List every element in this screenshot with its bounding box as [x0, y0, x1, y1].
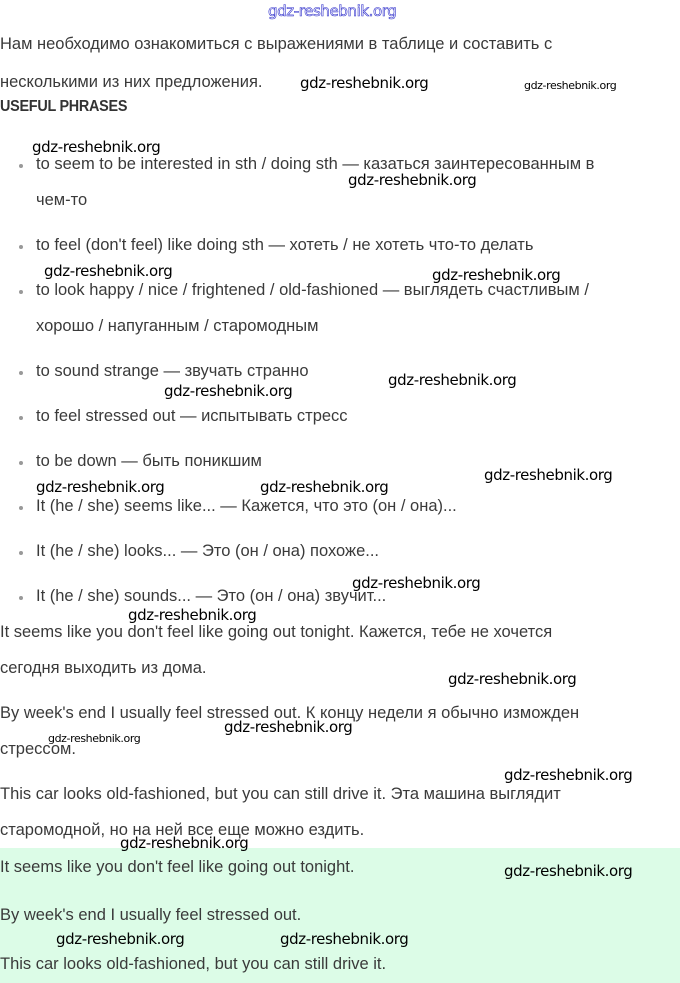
watermark: gdz-reshebnik.org — [352, 574, 481, 592]
answer-2: By week's end I usually feel stressed out. — [0, 906, 302, 924]
bullet-icon — [19, 416, 23, 420]
watermark: gdz-reshebnik.org — [164, 382, 293, 400]
list-item: to feel stressed out — испытывать стресс — [36, 407, 348, 425]
list-item: to be down — быть поникшим — [36, 452, 262, 470]
watermark: gdz-reshebnik.org — [484, 466, 613, 484]
watermark: gdz-reshebnik.org — [432, 266, 561, 284]
bullet-icon — [19, 371, 23, 375]
list-item: It (he / she) looks... — Это (он / она) похоже... — [36, 542, 379, 560]
watermark: gdz-reshebnik.org — [448, 670, 577, 688]
watermark: gdz-reshebnik.org — [388, 371, 517, 389]
answer-3: This car looks old-fashioned, but you can still drive it. — [0, 955, 387, 973]
bullet-icon — [19, 290, 23, 294]
bullet-icon — [19, 164, 23, 168]
watermark: gdz-reshebnik.org — [504, 862, 633, 880]
watermark: gdz-reshebnik.org — [120, 834, 249, 852]
bullet-icon — [19, 245, 23, 249]
bullet-icon — [19, 551, 23, 555]
watermark: gdz-reshebnik.org — [260, 478, 389, 496]
bullet-icon — [19, 506, 23, 510]
watermark: gdz-reshebnik.org — [504, 766, 633, 784]
bullet-icon — [19, 461, 23, 465]
watermark: gdz-reshebnik.org — [44, 262, 173, 280]
list-item: It (he / she) sounds... — Это (он / она) звучит... — [36, 587, 387, 605]
list-item: It (he / she) seems like... — Кажется, что это (он / она)... — [36, 497, 457, 515]
watermark: gdz-reshebnik.org — [300, 74, 429, 92]
intro-line-2: несколькими из них предложения. — [0, 73, 263, 91]
watermark: gdz-reshebnik.org — [280, 930, 409, 948]
list-item: to sound strange — звучать странно — [36, 362, 309, 380]
watermark: gdz-reshebnik.org — [56, 930, 185, 948]
watermark: gdz-reshebnik.org — [268, 2, 397, 20]
list-item: to feel (don't feel) like doing sth — хотеть / не хотеть что-то делать — [36, 236, 534, 254]
intro-line-1: Нам необходимо ознакомиться с выражениями в таблице и составить с — [0, 35, 553, 53]
answer-1: It seems like you don't feel like going out tonight. — [0, 858, 355, 876]
list-item: to look happy / nice / frightened / old-fashioned — выглядеть счастливым / хорошо / напуганным / старомодным — [36, 281, 589, 335]
example-1: It seems like you don't feel like going out tonight. Кажется, тебе не хочется сегодня выходить из дома. — [0, 623, 553, 677]
watermark: gdz-reshebnik.org — [128, 606, 257, 624]
watermark: gdz-reshebnik.org — [32, 138, 161, 156]
list-item: to seem to be interested in sth / doing sth — казаться заинтересованным в чем-то — [36, 155, 595, 209]
bullet-icon — [19, 596, 23, 600]
watermark: gdz-reshebnik.org — [524, 79, 617, 92]
watermark: gdz-reshebnik.org — [224, 718, 353, 736]
watermark: gdz-reshebnik.org — [348, 171, 477, 189]
example-3: This car looks old-fashioned, but you can still drive it. Эта машина выглядит старомодной, но на ней все еще можно ездить. — [0, 785, 561, 839]
example-2: By week's end I usually feel stressed out. К концу недели я обычно изможден стрессом. — [0, 704, 580, 758]
section-heading: USEFUL PHRASES — [0, 98, 128, 115]
watermark: gdz-reshebnik.org — [48, 732, 141, 745]
watermark: gdz-reshebnik.org — [36, 478, 165, 496]
